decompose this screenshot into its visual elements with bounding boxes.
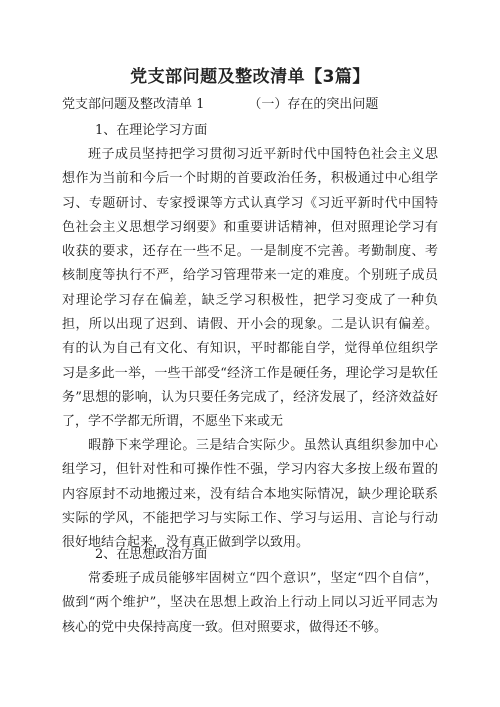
paragraph-political-thought-1: 常委班子成员能够牢固树立“四个意识”，坚定“四个自信”，做到“两个维护”，坚决在思想上政治上行动上同以习近平同志为核心的党中央保持高度一致。但对照要求，做得还不够。 xyxy=(62,571,438,635)
document-subtitle xyxy=(62,96,442,114)
subtitle-right: （一）存在的突出问题 xyxy=(248,97,379,112)
document-title: 党支部问题及整改清单【3篇】 xyxy=(130,67,370,87)
section-heading-theory-study: 1、在理论学习方面 xyxy=(95,123,208,138)
subtitle-left: 党支部问题及整改清单 1 xyxy=(62,97,205,112)
paragraph-theory-study-1: 班子成员坚持把学习贯彻习近平新时代中国特色社会主义思想作为当前和今后一个时期的首要政治任务，积极通过中心组学习、专题研讨、专家授课等方式认真学习《习近平新时代中国特色社会主义思想学习纲要》和重要讲话精神，但对照理论学习有收获的要求，还存在一些不足。一是制度不完善。考勤制度、考核制度等执行不严，给学习管理带来一定的难度。个别班子成员对理论学习存在偏差，缺乏学习积极性，把学习变成了一种负担，所以出现了迟到、请假、开小会的现象。二是认识有偏差。有的认为自己有文化、有知识，平时都能自学，觉得单位组织学习是多此一举，一些干部受“经济工作是硬任务，理论学习是软任务”思想的影响，认为只要任务完成了，经济发展了，经济效益好了，学不学都无所谓，不愿坐下来或无 xyxy=(62,147,438,430)
section-heading-political-thought: 2、在思想政治方面 xyxy=(95,547,208,562)
paragraph-theory-study-2: 暇静下来学理论。三是结合实际少。虽然认真组织参加中心组学习，但针对性和可操作性不强，学习内容大多按上级布置的内容原封不动地搬过来，没有结合本地实际情况，缺少理论联系实际的学风，不能把学习与实际工作、学习与运用、言论与行动很好地结合起来，没有真正做到学以致用。 xyxy=(62,438,438,551)
